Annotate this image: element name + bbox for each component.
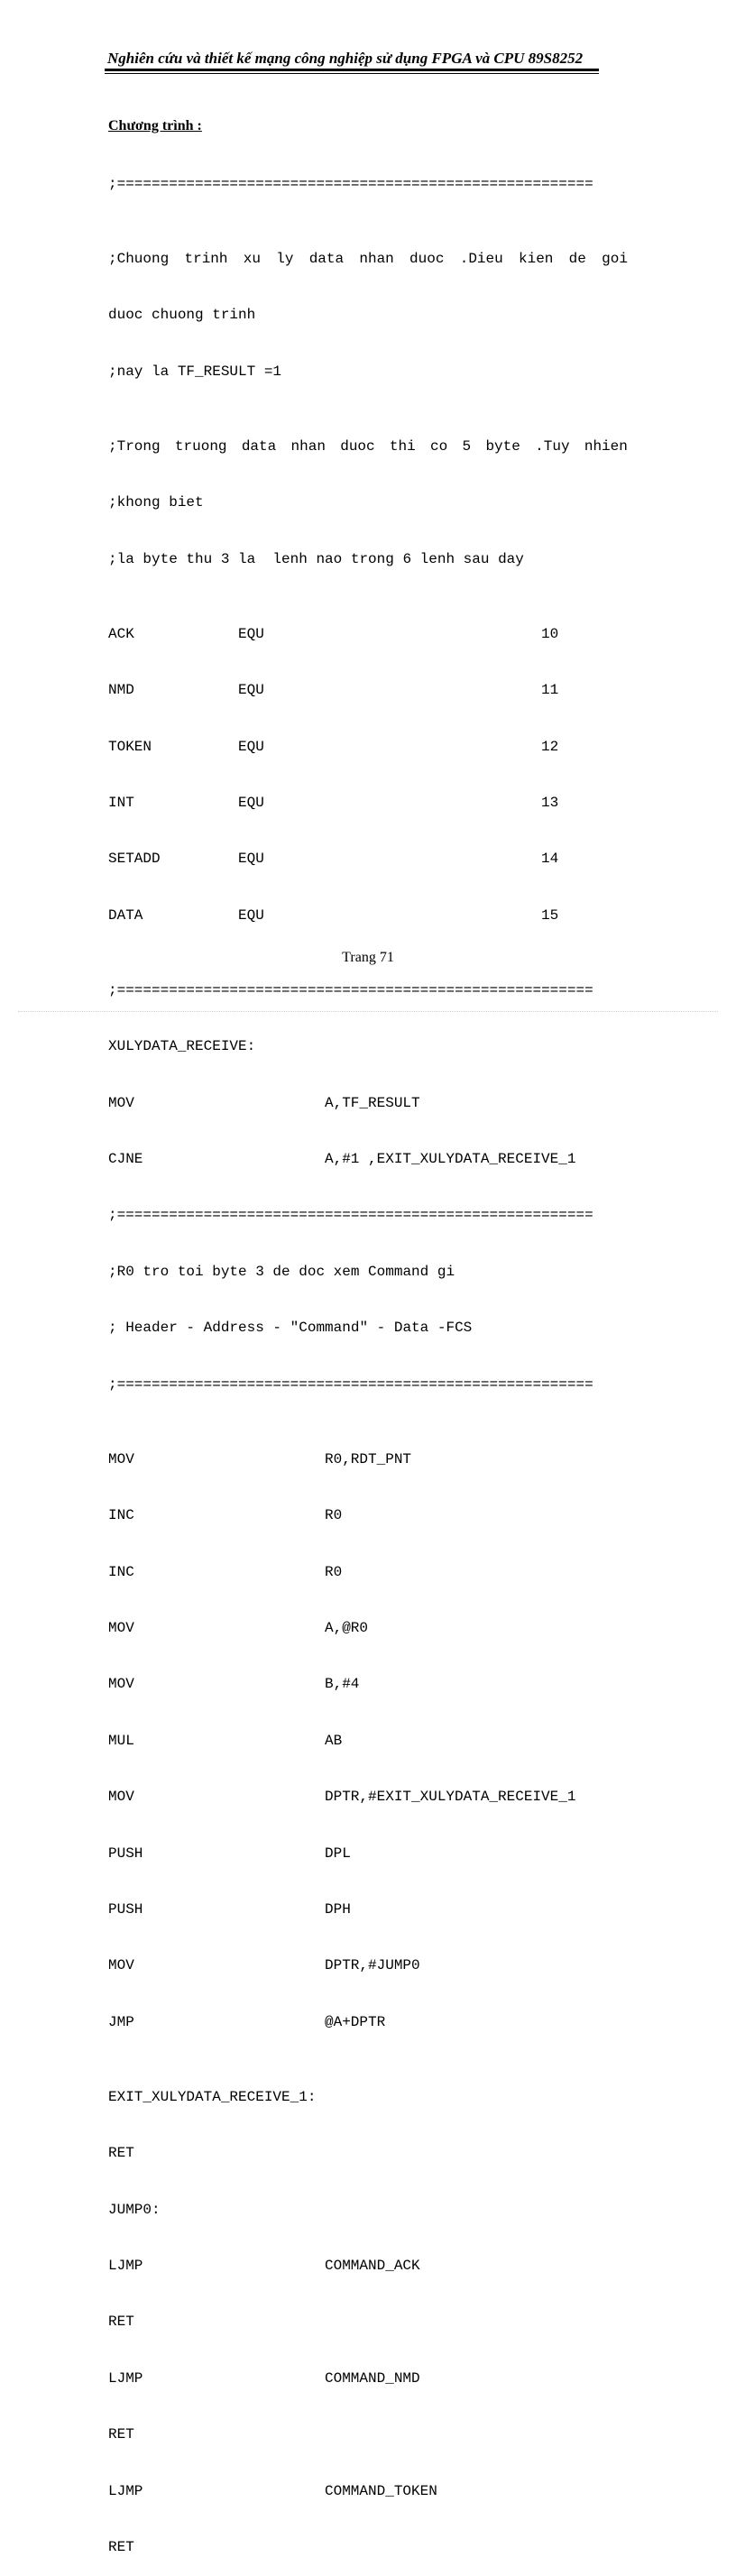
comment-word: thi [389, 437, 416, 455]
instruction-op: MOV [108, 1450, 134, 1467]
comment-line: ; Header - Address - "Command" - Data -FCS [108, 1320, 473, 1337]
code-listing [108, 137, 631, 2576]
comment-word: ;Trong [108, 437, 161, 455]
comment-line: ;nay la TF_RESULT =1 [108, 363, 282, 380]
instruction-line [108, 1675, 631, 1694]
comment-word: truong [174, 437, 227, 455]
equ-value: 11 [541, 682, 559, 699]
instruction-op: MUL [108, 1732, 134, 1749]
instruction-line [108, 1788, 631, 1807]
equ-line [108, 738, 631, 757]
comment-line [108, 250, 628, 269]
instruction-line [108, 1900, 631, 1919]
equ-op: EQU [238, 851, 264, 868]
instruction-op: JMP [108, 2013, 134, 2030]
equ-name: NMD [108, 682, 134, 699]
comment-word: xu [243, 250, 261, 267]
equ-op: EQU [238, 625, 264, 642]
instruction-arg: @A+DPTR [325, 2013, 386, 2030]
instruction-op: INC [108, 1563, 134, 1580]
comment-word: duoc [409, 250, 445, 267]
instruction-op: CJNE [108, 1151, 143, 1168]
comment-word: duoc [340, 437, 375, 455]
instruction-line: RET [108, 2426, 134, 2443]
instruction-arg: COMMAND_NMD [325, 2369, 420, 2387]
comment-word: co [430, 437, 448, 455]
instruction-line: RET [108, 2539, 134, 2555]
instruction-line [108, 2482, 631, 2501]
instruction-line [108, 1845, 631, 1863]
comment-word: kien [519, 250, 554, 267]
section-label: Chương trình : [108, 118, 202, 133]
instruction-arg: DPTR,#EXIT_XULYDATA_RECEIVE_1 [325, 1789, 576, 1806]
instruction-arg: A,TF_RESULT [325, 1094, 420, 1111]
equ-value: 15 [541, 906, 559, 924]
equ-name: INT [108, 794, 134, 811]
comment-word: nhan [359, 250, 394, 267]
comment-word: trinh [184, 250, 228, 267]
separator-line: ;======================================================= [108, 1207, 593, 1224]
equ-op: EQU [238, 738, 264, 755]
page-header-title: Nghiên cứu và thiết kế mạng công nghiệp sử dụng FPGA và CPU 89S8252 [107, 50, 584, 67]
comment-word: .Dieu [459, 250, 503, 267]
instruction-line [108, 1732, 631, 1751]
header-rule-thick [105, 69, 599, 71]
instruction-op: LJMP [108, 2482, 143, 2499]
equ-op: EQU [238, 794, 264, 811]
separator-line: ;======================================================= [108, 175, 593, 192]
instruction-arg: R0 [325, 1507, 343, 1524]
separator-line: ;======================================================= [108, 981, 593, 998]
comment-word: nhien [584, 437, 628, 455]
instruction-op: MOV [108, 1789, 134, 1806]
equ-op: EQU [238, 682, 264, 699]
instruction-arg: COMMAND_TOKEN [325, 2482, 437, 2499]
instruction-arg: A,@R0 [325, 1619, 369, 1636]
comment-word: nhan [290, 437, 326, 455]
comment-word: .Tuy [535, 437, 570, 455]
equ-value: 12 [541, 738, 559, 755]
comment-line: ;khong biet [108, 494, 204, 511]
instruction-line [108, 1450, 631, 1469]
instruction-arg: DPL [325, 1845, 351, 1862]
equ-line [108, 681, 631, 700]
comment-line: ;la byte thu 3 la lenh nao trong 6 lenh sau day [108, 550, 524, 567]
comment-word: data [241, 437, 277, 455]
equ-line [108, 625, 631, 644]
instruction-line [108, 2257, 631, 2276]
instruction-op: INC [108, 1507, 134, 1524]
instruction-arg: COMMAND_ACK [325, 2258, 420, 2275]
equ-value: 13 [541, 794, 559, 811]
instruction-line [108, 1506, 631, 1525]
comment-word: ly [276, 250, 294, 267]
instruction-op: MOV [108, 1676, 134, 1693]
instruction-line [108, 1150, 631, 1169]
instruction-arg: B,#4 [325, 1676, 360, 1693]
page-number: Trang 71 [342, 950, 394, 965]
instruction-op: LJMP [108, 2258, 143, 2275]
comment-word: de [568, 250, 586, 267]
instruction-op: MOV [108, 1957, 134, 1974]
instruction-op: MOV [108, 1619, 134, 1636]
instruction-arg: AB [325, 1732, 343, 1749]
instruction-line [108, 2369, 631, 2388]
equ-name: ACK [108, 625, 134, 642]
instruction-line [108, 1563, 631, 1582]
header-rule-thin [105, 73, 599, 74]
instruction-op: MOV [108, 1094, 134, 1111]
equ-value: 14 [541, 851, 559, 868]
comment-word: goi [602, 250, 628, 267]
instruction-op: LJMP [108, 2369, 143, 2387]
comment-word: 5 [462, 437, 472, 455]
instruction-line: RET [108, 2314, 134, 2331]
comment-word: byte [485, 437, 520, 455]
equ-op: EQU [238, 906, 264, 924]
comment-line: ;R0 tro toi byte 3 de doc xem Command gi [108, 1263, 455, 1280]
separator-line: ;======================================================= [108, 1375, 593, 1393]
equ-name: SETADD [108, 851, 161, 868]
instruction-line [108, 2013, 631, 2032]
instruction-line [108, 1956, 631, 1975]
comment-line: duoc chuong trinh [108, 307, 256, 324]
equ-line [108, 906, 631, 925]
instruction-line: RET [108, 2145, 134, 2162]
equ-line [108, 850, 631, 869]
comment-word: data [308, 250, 345, 267]
code-label: XULYDATA_RECEIVE: [108, 1038, 256, 1055]
page-edge-divider [18, 1011, 718, 1012]
instruction-arg: R0 [325, 1563, 343, 1580]
instruction-line [108, 1619, 631, 1638]
instruction-arg: R0,RDT_PNT [325, 1450, 412, 1467]
instruction-line [108, 1094, 631, 1113]
equ-line [108, 794, 631, 813]
equ-name: DATA [108, 906, 143, 924]
code-label: JUMP0: [108, 2201, 161, 2218]
equ-value: 10 [541, 625, 559, 642]
instruction-op: PUSH [108, 1900, 143, 1918]
comment-line [108, 437, 628, 456]
instruction-arg: A,#1 ,EXIT_XULYDATA_RECEIVE_1 [325, 1151, 576, 1168]
instruction-op: PUSH [108, 1845, 143, 1862]
instruction-arg: DPH [325, 1900, 351, 1918]
equ-name: TOKEN [108, 738, 152, 755]
comment-word: ;Chuong [108, 250, 170, 267]
code-label: EXIT_XULYDATA_RECEIVE_1: [108, 2088, 317, 2105]
instruction-arg: DPTR,#JUMP0 [325, 1957, 420, 1974]
